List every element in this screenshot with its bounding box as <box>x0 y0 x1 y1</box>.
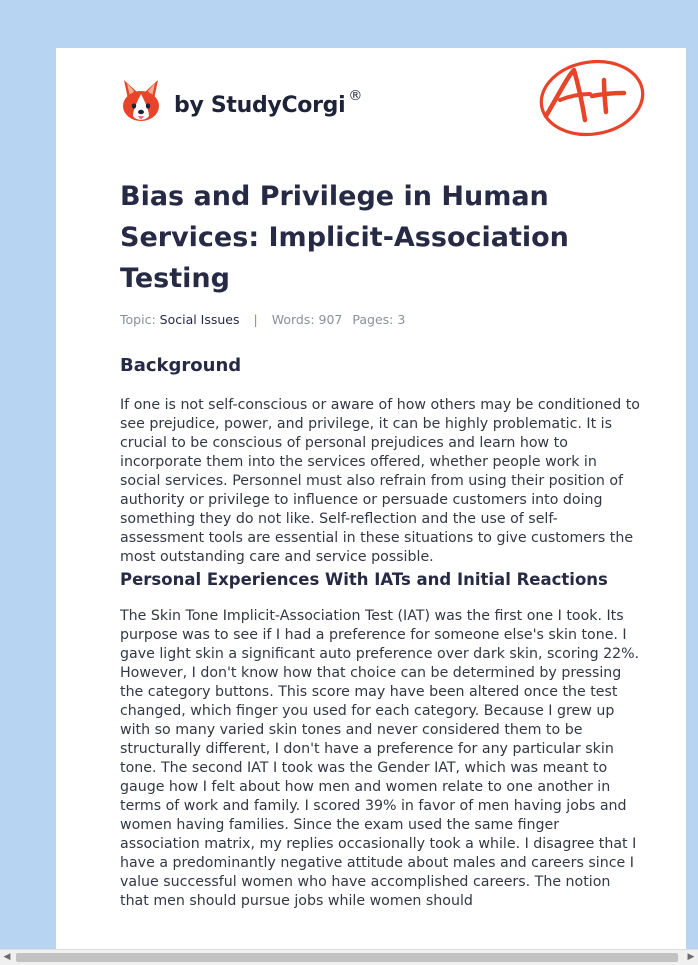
section-heading: Personal Experiences With IATs and Initial Reactions <box>120 570 608 589</box>
topic-label: Topic: <box>120 312 156 327</box>
page-title: Bias and Privilege in Human Services: Implicit-Association Testing <box>120 181 569 294</box>
document-page <box>56 48 686 952</box>
horizontal-scrollbar[interactable] <box>0 949 698 965</box>
corgi-icon <box>120 78 162 124</box>
section-paragraph: The Skin Tone Implicit-Association Test (IAT) was the first one I took. Its purpose was to see if I had a preference for someone else's skin tone. I gave light skin a significant auto preference over dark skin, scoring 22%. However, I don't know how that choice can be determined by pressing the category buttons. This score may have been altered once the test changed, which finger you used for each category. Because I grew up with so many varied skin tones and never considered them to be structurally different, I don't have a preference for any particular skin tone. The second IAT I took was the Gender IAT, which was meant to gauge how I felt about how men and women relate to one another in terms of work and family. I scored 39% in favor of men having jobs and women having families. Since the exam used the same finger association matrix, my replies occasionally took a while. I disagree that I have a predominantly negative attitude about males and careers since I value successful women who have accomplished careers. The notion that men should pursue jobs while women should <box>120 608 640 909</box>
section-paragraph: If one is not self-conscious or aware of how others may be conditioned to see prejudice, power, and privilege, it can be highly problematic. It is crucial to be conscious of personal prejudices and learn how to incorporate them into the services offered, whether people work in social services. Personnel must also refrain from using their position of authority or privilege to influence or persuade customers into doing something they do not like. Self-reflection and the use of self-assessment tools are essential in these situations to give customers the most outstanding care and service possible. <box>120 397 640 565</box>
meta-separator: | <box>253 312 258 327</box>
word-count: Words: 907 <box>271 312 343 327</box>
studycorgi-logo[interactable] <box>120 76 362 126</box>
topic-link[interactable]: Social Issues <box>159 312 240 327</box>
page-count: Pages: 3 <box>352 312 406 327</box>
a-plus-grade-badge <box>538 58 648 140</box>
essay-body <box>120 352 640 911</box>
scroll-left-arrow-icon[interactable]: ◀ <box>3 952 11 962</box>
scroll-thumb[interactable] <box>16 953 678 962</box>
scroll-right-arrow-icon[interactable]: ▶ <box>687 952 695 962</box>
section-heading: Background <box>120 355 242 376</box>
document-meta <box>120 312 405 327</box>
brand-name: by StudyCorgi ® <box>174 87 363 118</box>
svg-text:A+: A+ <box>538 58 540 59</box>
